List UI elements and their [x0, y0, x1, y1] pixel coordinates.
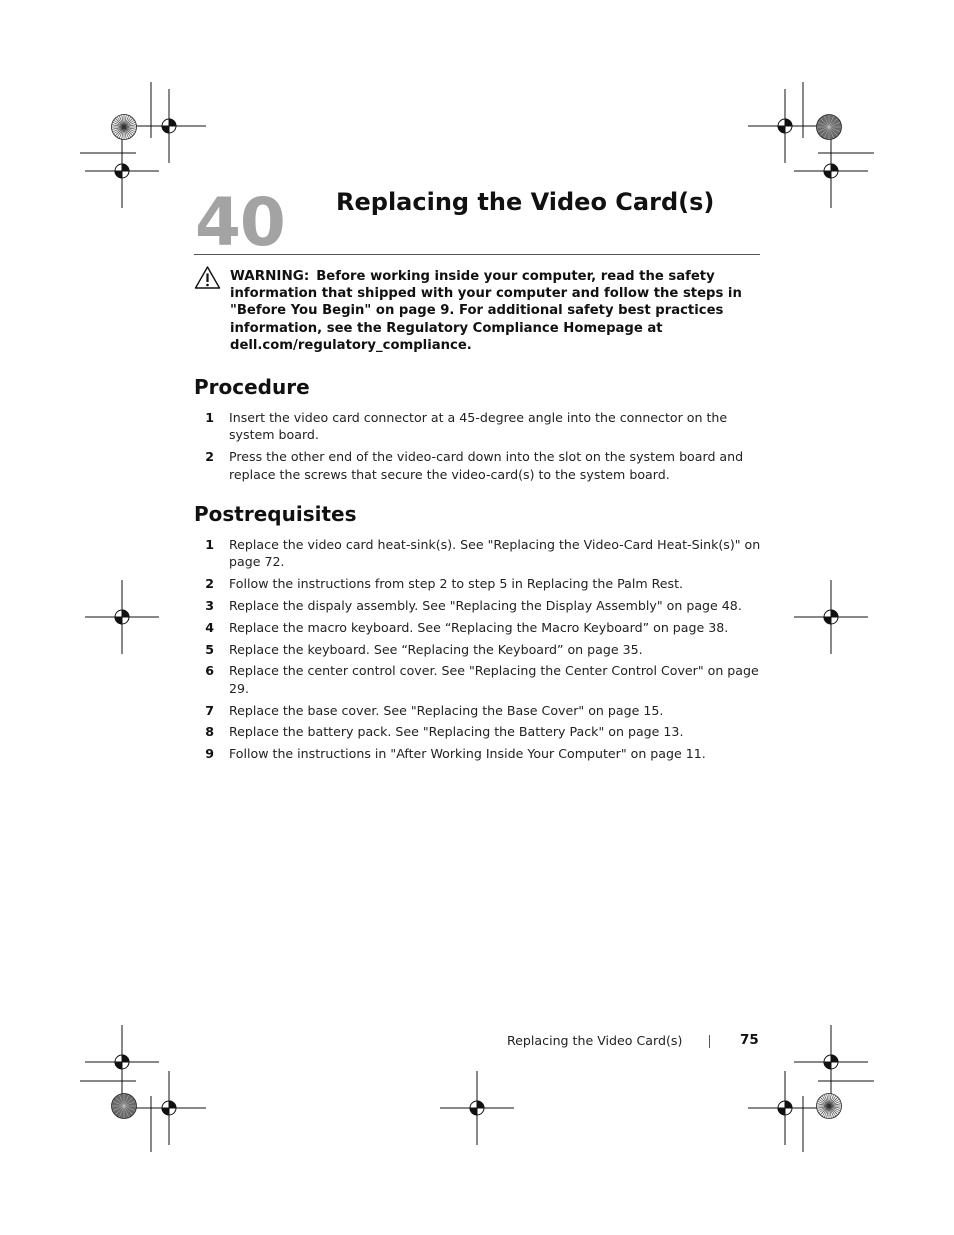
list-item	[194, 536, 764, 571]
step-number: 1	[205, 537, 214, 552]
list-item	[194, 702, 764, 719]
page-number: 75	[740, 1032, 759, 1048]
step-text: Follow the instructions in "After Working Inside Your Computer" on page 11.	[229, 746, 706, 762]
postrequisites-heading: Postrequisites	[194, 502, 357, 526]
step-text: Press the other end of the video-card down into the slot on the system board and replace the screws that secure the video-card(s) to the system board.	[229, 449, 744, 482]
step-number: 8	[205, 724, 214, 740]
step-number: 6	[205, 663, 214, 679]
step-number: 5	[205, 641, 214, 657]
step-number: 7	[205, 702, 214, 718]
step-number: 2	[205, 576, 214, 592]
step-number: 9	[205, 746, 214, 762]
chapter-number: 40	[195, 184, 285, 261]
step-number: 1	[205, 410, 214, 425]
title-divider	[194, 254, 760, 255]
step-text: Replace the base cover. See "Replacing the Base Cover" on page 15.	[229, 702, 664, 718]
list-item	[194, 619, 764, 636]
list-item	[194, 662, 764, 697]
list-item	[194, 723, 764, 740]
step-text: Insert the video card connector at a 45-degree angle into the connector on the system board.	[229, 410, 728, 443]
warning-label: WARNING:	[230, 268, 310, 284]
step-text: Replace the video card heat-sink(s). See "Replacing the Video-Card Heat-Sink(s)" on page 72.	[229, 537, 761, 570]
step-text: Replace the dispaly assembly. See "Replacing the Display Assembly" on page 48.	[229, 598, 742, 613]
step-number: 3	[205, 598, 214, 613]
footer-chapter-title: Replacing the Video Card(s)	[507, 1033, 683, 1048]
postrequisites-steps	[194, 536, 764, 767]
step-number: 4	[205, 619, 214, 635]
list-item	[194, 745, 764, 762]
chapter-title: Replacing the Video Card(s)	[336, 188, 715, 216]
warning-note	[230, 268, 770, 354]
step-text: Replace the keyboard. See “Replacing the Keyboard” on page 35.	[229, 641, 643, 657]
step-text: Replace the center control cover. See "Replacing the Center Control Cover" on page 29.	[229, 663, 759, 696]
list-item	[194, 575, 764, 592]
list-item	[194, 448, 764, 483]
step-number: 2	[205, 449, 214, 465]
warning-triangle-icon	[194, 265, 221, 290]
list-item	[194, 597, 764, 614]
list-item	[194, 409, 764, 444]
step-text: Follow the instructions from step 2 to step 5 in Replacing the Palm Rest.	[229, 576, 684, 592]
step-text: Replace the battery pack. See "Replacing the Battery Pack" on page 13.	[229, 724, 684, 740]
warning-text: Before working inside your computer, read the safety information that shipped with your computer and follow the steps in "Before You Begin" on page 9. For additional safety best practices information, see the Regulatory Compliance Homepage at dell.com/regulatory_compliance.	[230, 269, 742, 353]
list-item	[194, 641, 764, 658]
footer-separator	[709, 1035, 710, 1048]
procedure-heading: Procedure	[194, 375, 310, 399]
step-text: Replace the macro keyboard. See “Replacing the Macro Keyboard” on page 38.	[229, 619, 729, 635]
procedure-steps	[194, 409, 764, 487]
